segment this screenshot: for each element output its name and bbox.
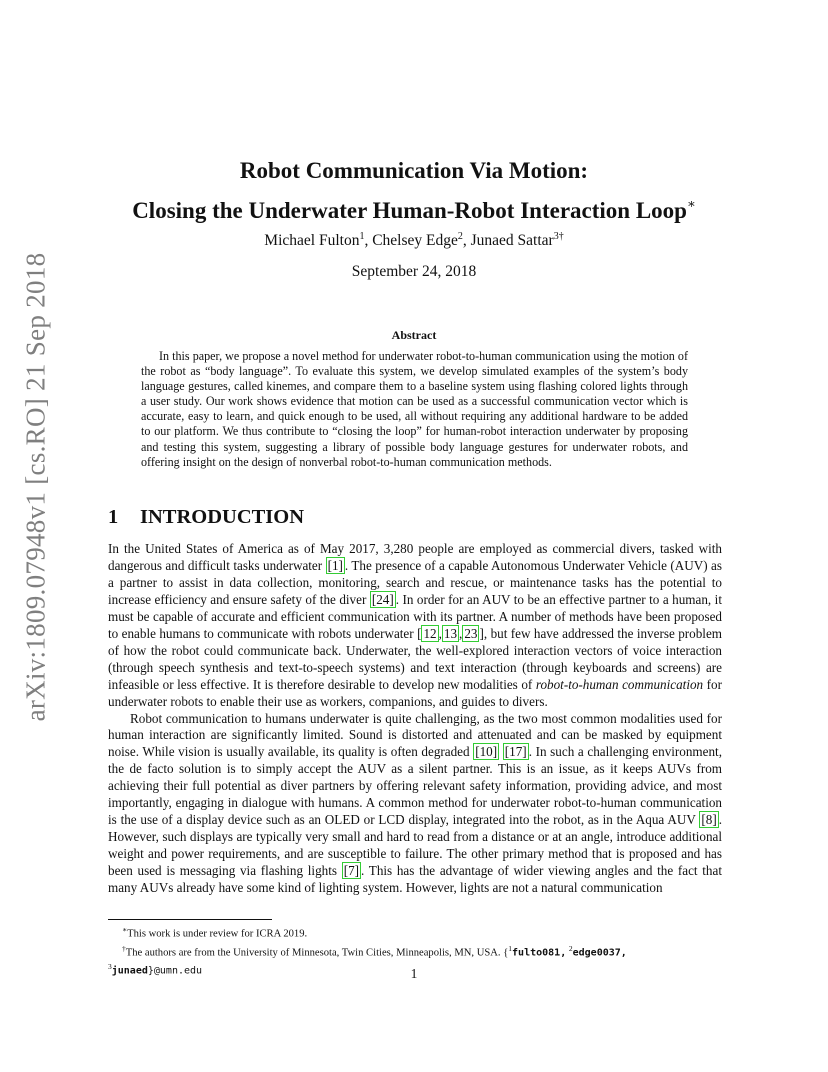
citation-link[interactable]: [1] [327, 557, 343, 573]
author-affiliation-mark: 2 [457, 231, 463, 242]
author-name: Michael Fulton [264, 232, 360, 250]
emphasized-term: robot-to-human communication [535, 676, 704, 692]
section-number: 1 [108, 506, 119, 528]
page-number: 1 [410, 966, 418, 981]
paragraph-text: for underwater robots to enable their use as workers, companions, and guides to divers. [108, 676, 722, 709]
citation-link[interactable]: 23 [464, 625, 478, 641]
abstract-body [141, 349, 688, 470]
email-user: fulto081, [512, 947, 567, 959]
arxiv-identifier-stamp: arXiv:1809.07948v1 [cs.RO] 21 Sep 2018 [20, 252, 51, 722]
paragraph-text: . This has the advantage of wider viewing angles and the fact that many AUVs already have some kind of lighting system. However, lights are not a natural communication [108, 863, 722, 896]
paragraph-text: In the United States of America as of May 2017, 3,280 people are employed as commercial divers, tasked with dangerous and difficult tasks underwater [108, 541, 722, 573]
paragraph-text: . In order for an AUV to be an effective partner to a human, it must be capable of accurate and efficient communication with its partner. A number of methods have been proposed to enable humans to communicate with robots underwater [108, 591, 722, 641]
paragraph [108, 711, 722, 897]
title-line-2-text: Closing the Underwater Human-Robot Interaction Loop [132, 198, 687, 223]
paragraph-text: . However, such displays are typically very small and hard to read from a distance or at an angle, introduce additional weight and power requirements, and are susceptible to failure. The other primary method that is proposed and has been used is messaging via flashing lights [108, 812, 722, 879]
author-list: Michael Fulton$^1$, Chelsey Edge$^2$, Junaed Sattar$^{3\dagger}$ [264, 231, 564, 250]
author-name: Junaed Sattar [470, 232, 554, 250]
footnote-mark: † [122, 943, 126, 953]
citation-link[interactable]: 12 [423, 625, 437, 641]
title-line-2 [0, 187, 828, 227]
citation-link[interactable]: [10] [475, 744, 498, 760]
title-footnote-mark: ∗ [686, 196, 696, 211]
email-mark: 3 [108, 962, 112, 972]
section-heading [108, 506, 304, 529]
abstract-text: In this paper, we propose a novel method for underwater robot-to-human communication using the motion of the robot as “body language”. To evaluate this system, we develop simulated examples of the system’s body language gestures, called kinemes, and compare them to a baseline system using flashing colored lights through a user study. Our work shows evidence that motion can be used as a successful communication vector which is accurate, easy to learn, and quick enough to be used, all without requiring any additional hardware to be added to our platform. We thus contribute to “closing the loop” for human-robot interaction underwater by proposing and testing this system, suggesting a library of possible body language gestures for underwater robots, and offering insight on the design of nonverbal robot-to-human communication methods. [141, 349, 688, 469]
body-text [108, 541, 722, 897]
paragraph: In the United States of America as of May 2017, 3,280 people are employed as commercial divers, tasked with dangerous and difficult tasks underwater [1] . The presence of a capable Autonomous Underwater Vehicle (AUV) as a partner to assist in data collection, monitoring, search and rescue, or maintenance tasks has the potential to increase efficiency and ensure safety of the diver [24] . In order for an AUV to be an effective partner to a human, it must be capable of accurate and efficient communication with its partner. A number of methods have been proposed to enable humans to communicate with robots underwater [ 12 , 13 , 23 ], but few have addressed the inverse problem of how the robot could communicate back. Underwater, the well-explored interaction vectors of voice interaction (through speech synthesis and text-to-speech systems) and text interaction (through keyboards and screens) are infeasible or less effective. It is therefore desirable to develop new modalities of robot-to-human communication for underwater robots to enable their use as workers, companions, and guides to divers. [108, 541, 722, 709]
paragraph-text: , but few have addressed the inverse problem of how the robot could communicate back. Underwater, the well-explored interaction vectors of voice interaction (through speech synthesis and text-to-speech systems) and text interaction (through keyboards and screens) are infeasible or less effective. It is therefore desirable to develop new modalities of [108, 625, 722, 692]
citation-link[interactable]: [7] [343, 863, 360, 879]
author-name: Chelsey Edge [372, 232, 458, 250]
citation-link[interactable]: [24] [371, 591, 394, 607]
paragraph-text: Robot communication to humans underwater is quite challenging, as the two most common modalities used for human interaction are significantly limited. Sound is distorted and attenuated and can be masked by equipment noise. While vision is usually available, its quality is often degraded [108, 710, 722, 760]
footnote-mark: ∗ [122, 925, 128, 934]
email-domain: }@umn.edu [147, 965, 203, 977]
citation-link[interactable]: [17] [504, 744, 527, 760]
footnote-text: This work is under review for ICRA 2019. [127, 928, 308, 940]
footnote-text: The authors are from the University of Minnesota, Twin Cities, Minneapolis, MN, USA. { [125, 947, 509, 959]
section-title: INTRODUCTION [140, 506, 305, 528]
paragraph-text: . The presence of a capable Autonomous Underwater Vehicle (AUV) as a partner to assist in data collection, monitoring, search and rescue, or maintenance tasks has the potential to increase efficiency and ensure safety of the diver [108, 557, 722, 607]
abstract-heading: Abstract [391, 328, 437, 342]
paragraph-text: . In such a challenging environment, the de facto solution is to simply accept the AUV as a silent partner. This is an issue, as it keeps AUVs from achieving their full potential as diver partners by offering relevant safety information, providing advice, and most importantly, engaging in dialogue with humans. A common method for underwater robot-to-human communication is the use of a display device such as an OLED or LCD display, integrated into the robot, as in the Aqua AUV [108, 744, 722, 828]
email-user: edge0037, [572, 947, 627, 959]
footnote [108, 923, 722, 942]
paper-title [0, 154, 828, 227]
email-mark: 1 [508, 943, 513, 953]
email-mark: 2 [568, 943, 573, 953]
author-affiliation-mark: 3† [553, 231, 564, 242]
paper-date: September 24, 2018 [351, 263, 477, 280]
author-affiliation-mark: 1 [359, 231, 365, 242]
footnote-divider [108, 919, 272, 920]
citation-link[interactable]: [8] [701, 812, 717, 828]
title-line-1: Robot Communication Via Motion: [239, 158, 589, 183]
email-user: junaed [111, 965, 148, 977]
citation-link[interactable]: 13 [443, 625, 458, 641]
